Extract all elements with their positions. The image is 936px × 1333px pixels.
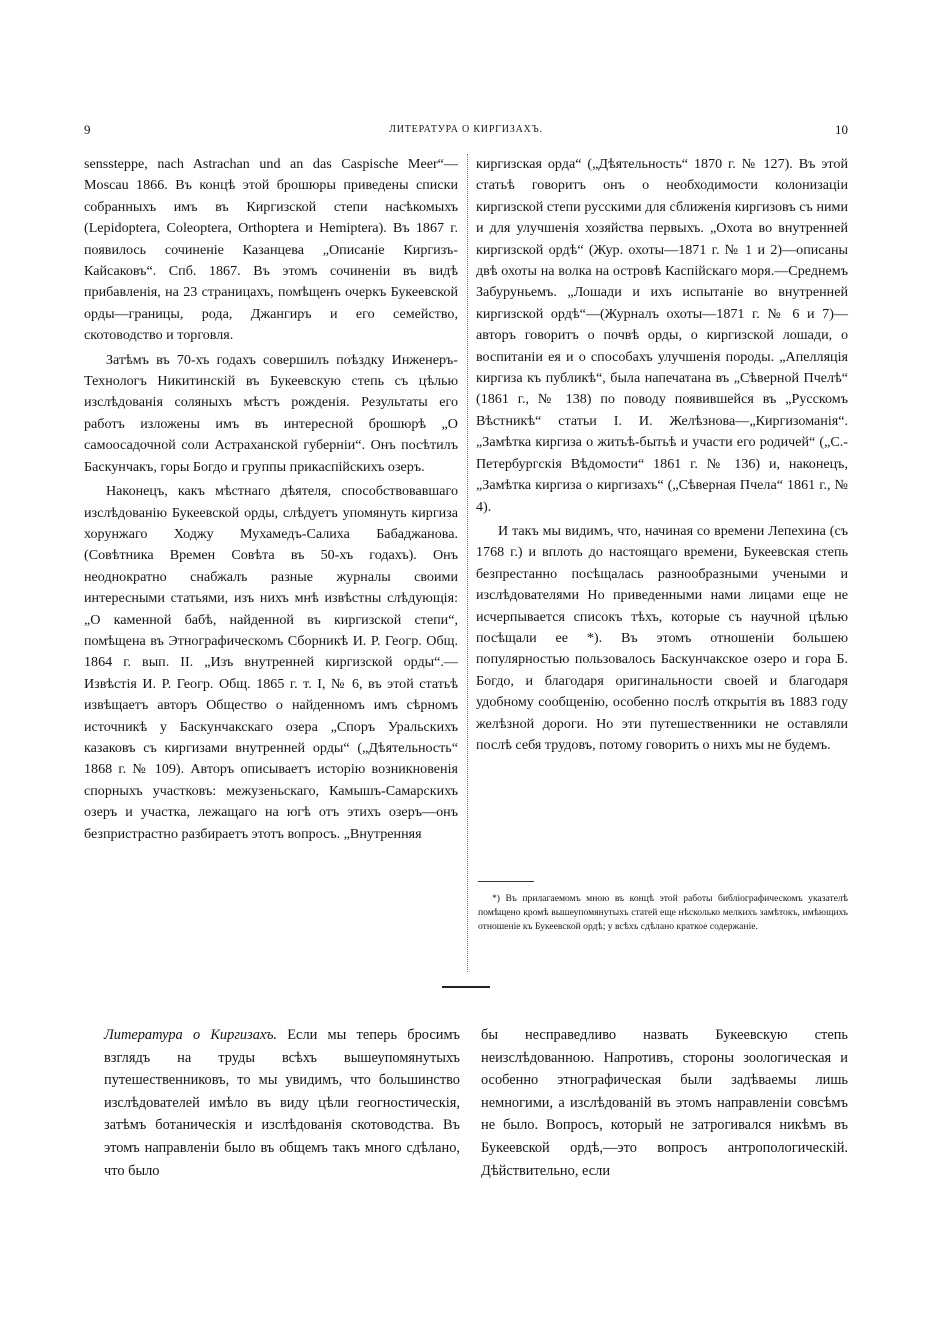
right-paragraph-1: киргизская орда“ („Дѣятельность“ 1870 г. № 127). Въ этой статьѣ говоритъ онъ о необходимости колонизаціи киргизской степи русскими для сближенія киргизовъ съ ними и для улучшенія хозяйства первыхъ. „Охота во внутренней киргизской ордѣ“ (Жур. охоты—1871 г. № 1 и 2)—описаны двѣ охоты на волка на островѣ Каспійскаго моря.—Среднемъ Забуруньемъ. „Лошади и ихъ испытаніе во внутренней киргизской ордѣ“—(Журналъ охоты—1871 г. № 6 и 7)—авторъ говоритъ о почвѣ орды, о киргизской лошади, о воспитаніи ея и о способахъ улучшенія породы. „Апелляція киргиза къ публикѣ“, была напечатана въ „Сѣверной Пчелѣ“ (1861 г., № 138) по поводу появившейся въ „Русскомъ Вѣстникѣ“ статьи I. И. Желѣзнова—„Киргизоманія“. „Замѣтка киргиза о житьѣ-бытьѣ и участи его родичей“ („С.-Петербургскія Вѣдомости“ 1861 г. № 136) и, наконецъ, „Замѣтка киргиза о киргизахъ“ („Сѣверная Пчела“ 1861 г., № 4).: [476, 156, 848, 515]
running-title: ЛИТЕРАТУРА О КИРГИЗАХЪ.: [389, 124, 543, 135]
section-left-column: [104, 1024, 460, 1182]
left-paragraph-1: senssteppe, nach Astrachan und an das Caspische Meer“—Moscau 1866. Въ концѣ этой брошюры приведены списки собранныхъ имъ въ Киргизской степи насѣкомыхъ (Lepidoptera, Coleoptera, Orthoptera и Hemiptera). Въ 1867 г. появилось сочиненіе Казанцева „Описаніе Киргизъ-Кайсаковъ“. Спб. 1867. Въ этомъ сочиненіи въ видѣ прибавленія, на 23 страницахъ, помѣщенъ очеркъ Букеевской орды—границы, рода, Джангиръ и его семейство, скотоводство и торговля.: [84, 156, 458, 344]
right-paragraph-2: И такъ мы видимъ, что, начиная со времени Лепехина (съ 1768 г.) и вплоть до настоящаго времени, Букеевская степь безпрестанно посѣщалась разнообразными учеными и изслѣдователями Но приведенными нами лицами еще не исчерпывается списокъ тѣхъ, которые съ научной цѣлью посѣщали ее *). Въ этомъ отношеніи большею популярностью пользовалось Баскунчакское озеро и гора Б. Богдо, и благодаря оригинальности своей и благодаря удобному сообщенію, особенно послѣ открытія въ 1883 году желѣзной дороги. Но эти путешественники не оставляли послѣ себя трудовъ, потому говорить о нихъ мы не будемъ.: [476, 522, 848, 753]
right-page-number: 10: [835, 122, 848, 137]
column-divider: [467, 154, 468, 972]
left-paragraph-2: Затѣмъ въ 70-хъ годахъ совершилъ поѣздку Инженеръ-Технологъ Никитинскій въ Букеевскую степь съ цѣлью изслѣдованія соляныхъ мѣстъ рожденія. Результаты его работъ изложены имъ въ интересной брошюрѣ „О самоосадочной соли Астраханской губерніи“. Онъ посѣтилъ Баскунчакъ, горы Богдо и группы прикаспійскихъ озеръ.: [84, 351, 458, 475]
right-column: [476, 154, 848, 756]
left-page-number: 9: [84, 122, 91, 137]
page-header: [84, 122, 848, 142]
section-left-text: Если мы теперь бросимъ взглядъ на труды всѣхъ вышеупомянутыхъ путешественниковъ, то мы увидимъ, что большинство изслѣдователей имѣло въ виду цѣли геогностическія, затѣмъ ботаническія и изслѣдованія скотоводства. Въ этомъ направленіи было въ общемъ такъ много сдѣлано, что было: [104, 1027, 460, 1179]
section-separator: [442, 986, 490, 988]
section-right-column: [481, 1024, 848, 1182]
footnote-rule: [478, 881, 534, 882]
section-title: Литература о Киргизахъ.: [104, 1027, 278, 1043]
left-column: [84, 154, 458, 845]
section-left-paragraph: [104, 1024, 460, 1182]
section-right-text: бы несправедливо назвать Букеевскую степь неизслѣдованною. Напротивъ, стороны зоологическая и особенно этнографическая были задѣваемы лишь немногими, а изслѣдованій въ этомъ направленіи совсѣмъ не было. Вопросъ, который не затрогивался никѣмъ въ Букеевской ордѣ,—это вопросъ антропологическій. Дѣйствительно, если: [481, 1027, 848, 1179]
footnote-text: *) Въ прилагаемомъ мною въ концѣ этой работы библіографическомъ указателѣ помѣщено кромѣ вышеупомянутыхъ статей еще нѣсколько мелкихъ замѣтокъ, имѣющихъ отношеніе къ Букеевской ордѣ; у всѣхъ сдѣлано краткое содержаніе.: [478, 893, 848, 932]
footnote: [478, 892, 848, 934]
left-paragraph-3: Наконецъ, какъ мѣстнаго дѣятеля, способствовавшаго изслѣдованію Букеевской орды, слѣдуетъ упомянуть киргиза хорунжаго Ходжу Мухамедъ-Салиха Бабаджанова. (Совѣтника Времен Совѣта въ 50-хъ годахъ). Онъ неоднократно снабжалъ разные журналы своими интересными статьями, изъ нихъ мнѣ извѣстны слѣдующія: „О каменной бабѣ, найденной въ киргизской степи“, помѣщена въ Этнографическомъ Сборникѣ И. Р. Геогр. Общ. 1864 г. вып. II. „Изъ внутренней киргизской орды“.—Извѣстія И. Р. Геогр. Общ. 1865 г. т. I, № 6, въ этой статьѣ извѣщаетъ авторъ Общество о найденномъ имъ сѣрномъ источникѣ у Баскунчакскаго озера „Споръ Уральскихъ казаковъ съ киргизами внутренней орды“ („Дѣятельность“ 1868 г. № 109). Авторъ описываетъ исторію возникновенія спорныхъ участковъ: межузеньскаго, Камышъ-Самарскихъ озеръ и участка, лежащаго на югѣ отъ этихъ озеръ—онъ безпристрастно разбираетъ этотъ вопросъ. „Внутренняя: [84, 483, 458, 842]
